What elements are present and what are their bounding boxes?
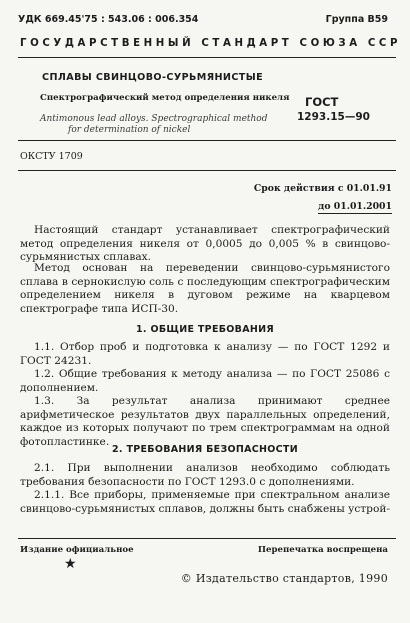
clause-2-1-1-text: 2.1.1. Все приборы, применяемые при спектральном анализе свинцово-сурьмянистых сплавов, должны быть снабжены устрой- — [20, 489, 390, 515]
clause-1-3 — [20, 395, 390, 449]
copyright-notice: © Издательство стандартов, 1990 — [180, 572, 388, 585]
clause-1-2 — [20, 368, 390, 395]
star-icon: ★ — [64, 556, 77, 572]
section-2-heading: 2. ТРЕБОВАНИЯ БЕЗОПАСНОСТИ — [112, 444, 298, 455]
english-title-line1: Antimonous lead alloys. Spectrographical method — [40, 114, 268, 124]
clause-2-1-text: 2.1. При выполнении анализов необходимо соблюдать требования безопасности по ГОСТ 1293.0 с дополнениями. — [20, 462, 390, 488]
section-1-heading: 1. ОБЩИЕ ТРЕБОВАНИЯ — [136, 324, 274, 335]
footer-rule — [18, 538, 396, 539]
udk-code: УДК 669.45'75 : 543.06 : 006.354 — [18, 14, 199, 25]
intro-paragraph-1 — [20, 224, 390, 265]
document-subtitle: Спектрографический метод определения никеля — [40, 93, 290, 103]
document-title: СПЛАВЫ СВИНЦОВО-СУРЬМЯНИСТЫЕ — [42, 72, 264, 83]
intro-paragraph-2 — [20, 262, 390, 316]
gost-label: ГОСТ — [305, 95, 339, 109]
title-rule — [18, 140, 396, 141]
clause-2-1 — [20, 462, 390, 489]
okstu-rule — [18, 170, 396, 171]
intro-text-1: Настоящий стандарт устанавливает спектрографический метод определения никеля от 0,0005 до 0,005 % в свинцово-сурьмянистых сплавах. — [20, 224, 390, 263]
validity-until: до 01.01.2001 — [318, 201, 392, 212]
group-code: Группа В59 — [325, 14, 388, 25]
banner-rule — [18, 57, 396, 58]
reprint-prohibited-label: Перепечатка воспрещена — [257, 545, 388, 555]
okstu-code: ОКСТУ 1709 — [20, 151, 83, 162]
validity-from: Срок действия с 01.01.91 — [253, 183, 392, 194]
intro-text-2: Метод основан на переведении свинцово-сурьмянистого сплава в сернокислую соль с последующим спектрографическим определением никеля в дуговом режиме на кварцевом спектрографе типа ИСП-30. — [20, 262, 390, 315]
english-title-line2: for determination of nickel — [68, 125, 191, 135]
clause-1-2-text: 1.2. Общие требования к методу анализа — по ГОСТ 25086 с дополнением. — [20, 368, 390, 394]
clause-1-1 — [20, 341, 390, 368]
clause-2-1-1 — [20, 489, 390, 516]
official-edition-label: Издание официальное — [20, 545, 134, 555]
state-standard-banner: ГОСУДАРСТВЕННЫЙ СТАНДАРТ СОЮЗА ССР — [20, 38, 402, 49]
gost-number: 1293.15—90 — [297, 111, 370, 123]
clause-1-1-text: 1.1. Отбор проб и подготовка к анализу — по ГОСТ 1292 и ГОСТ 24231. — [20, 341, 390, 367]
clause-1-3-text: 1.3. За результат анализа принимают среднее арифметическое результатов двух параллельных определений, каждое из которых получают по трем спектрограммам на одной фотопластинке. — [20, 395, 390, 448]
